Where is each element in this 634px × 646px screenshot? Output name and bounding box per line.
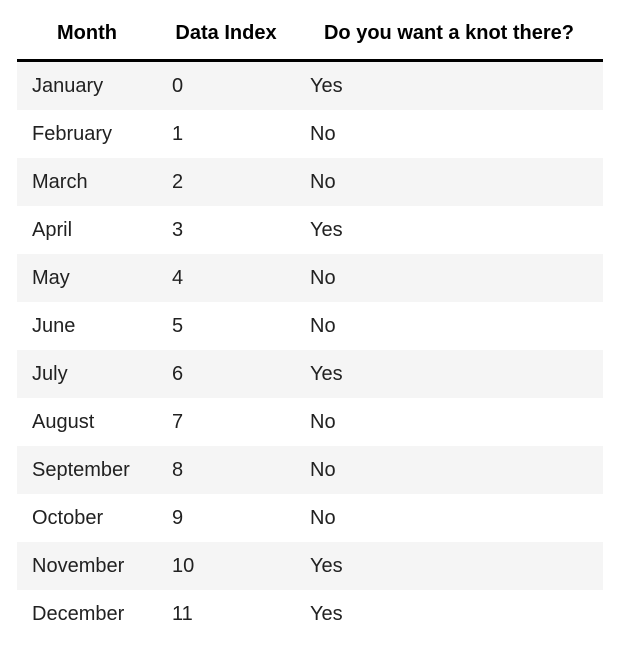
month-cell: October [32,506,104,529]
month-cell: March [32,170,88,193]
knot-answer-cell: No [310,266,336,289]
knot-answer-cell: Yes [310,218,343,241]
table-row [17,302,603,350]
month-cell: September [32,458,130,481]
column-header-data-index: Data Index [157,6,295,61]
month-cell: July [32,362,68,385]
data-index-cell: 4 [172,266,184,289]
month-cell: January [32,74,104,97]
knot-answer-cell: Yes [310,362,343,385]
knot-answer-cell: No [310,122,336,145]
knot-answer-cell: Yes [310,602,343,625]
table-row [17,110,603,158]
data-index-cell: 7 [172,410,184,433]
data-index-cell: 3 [172,218,184,241]
table-row [17,446,603,494]
table-row [17,494,603,542]
table-row [17,590,603,638]
month-cell: February [32,122,113,145]
knot-selection-table [17,6,603,638]
month-cell: May [32,266,70,289]
column-header-month: Month [17,6,157,61]
table-row [17,254,603,302]
data-index-cell: 8 [172,458,184,481]
data-index-cell: 5 [172,314,184,337]
month-cell: April [32,218,73,241]
table-row [17,350,603,398]
knot-answer-cell: Yes [310,554,343,577]
month-cell: August [32,410,95,433]
table-row [17,398,603,446]
data-index-cell: 10 [172,554,195,577]
knot-answer-cell: No [310,410,336,433]
table-row [17,542,603,590]
data-index-cell: 9 [172,506,184,529]
data-index-cell: 0 [172,74,184,97]
month-cell: June [32,314,76,337]
table-row [17,158,603,206]
knot-answer-cell: No [310,506,336,529]
knot-answer-cell: No [310,314,336,337]
data-index-cell: 11 [172,602,193,625]
table-row [17,61,603,111]
table-row [17,206,603,254]
month-cell: November [32,554,125,577]
header-row [17,6,603,61]
table-header [17,6,603,61]
knot-answer-cell: Yes [310,74,343,97]
table-body [17,61,603,639]
knot-answer-cell: No [310,458,336,481]
knot-answer-cell: No [310,170,336,193]
data-index-cell: 2 [172,170,184,193]
column-header-knot-question: Do you want a knot there? [295,6,603,61]
data-index-cell: 6 [172,362,184,385]
month-cell: December [32,602,125,625]
data-index-cell: 1 [172,122,184,145]
